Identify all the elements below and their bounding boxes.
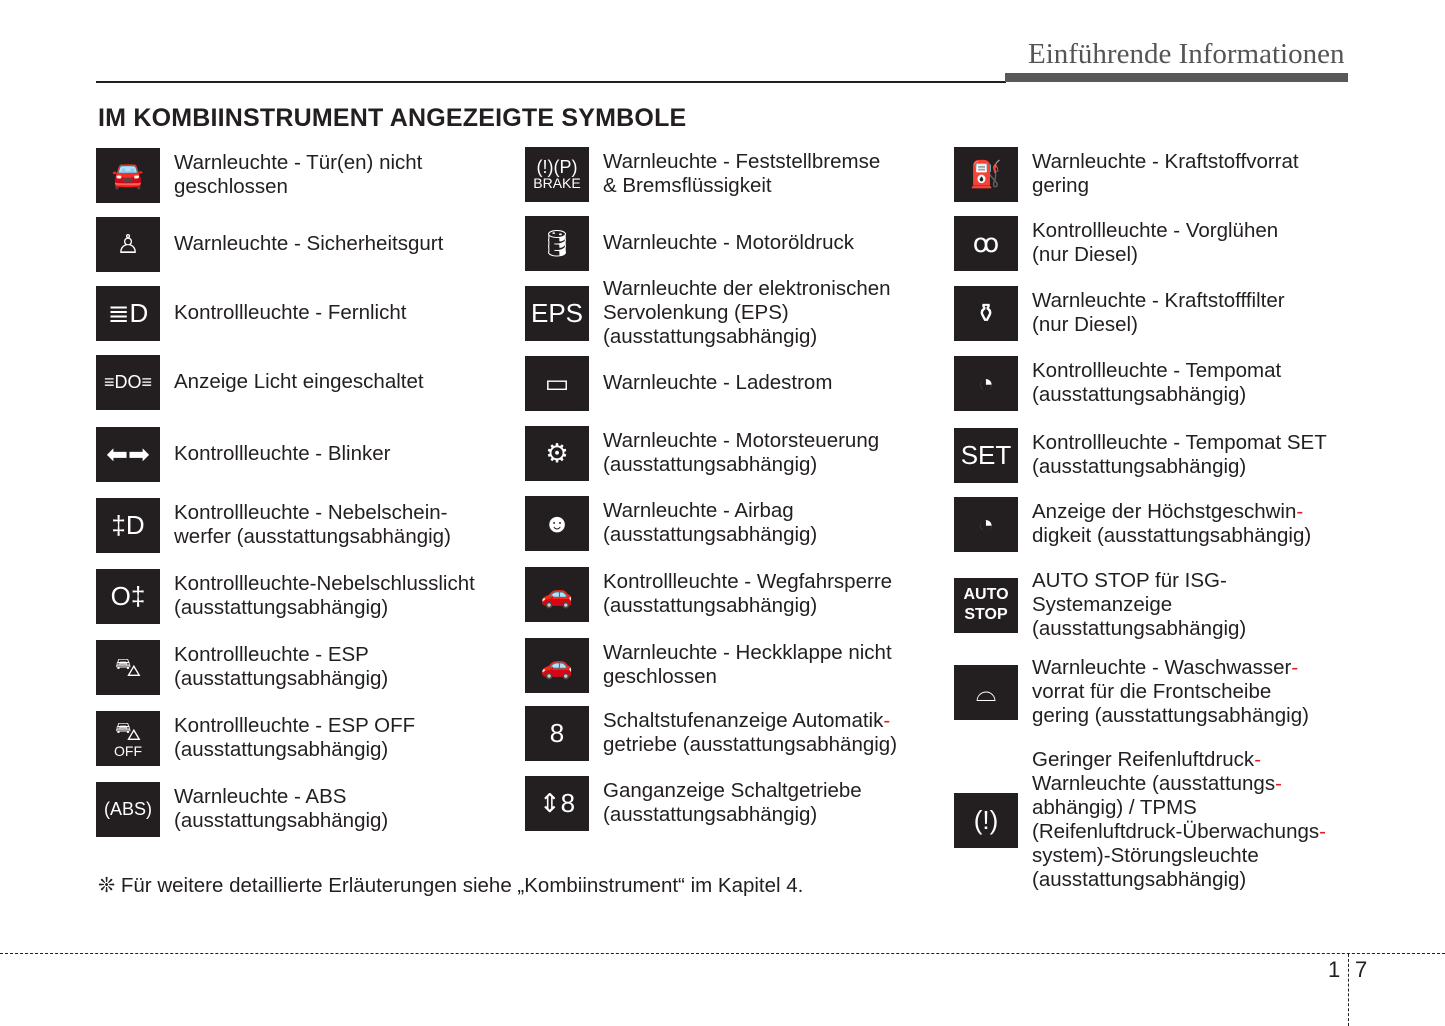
description-line: (ausstattungsabhängig)	[603, 803, 818, 826]
symbol-description	[174, 442, 391, 466]
symbol-description	[603, 150, 880, 198]
description-line: Ganganzeige Schaltgetriebe	[603, 779, 862, 802]
description-line: Kontrollleuchte - Fernlicht	[174, 301, 407, 324]
icon-glyph: (!)(P)	[536, 157, 578, 177]
symbol-description	[1032, 219, 1278, 267]
symbol-row	[96, 568, 475, 624]
description-line: (ausstattungsabhängig)	[1032, 455, 1247, 478]
symbol-description	[603, 429, 879, 477]
chapter-number: 1	[1328, 957, 1341, 982]
description-line: Kontrollleuchte - Vorglühen	[1032, 219, 1279, 242]
rear-fog-icon	[96, 569, 160, 624]
icon-glyph: (ABS)	[103, 799, 152, 819]
icon-glyph: ⛍	[114, 652, 142, 682]
description-line: (ausstattungsabhängig)	[1032, 617, 1247, 640]
shift-indicator-icon	[525, 776, 589, 831]
glow-plug-icon	[954, 216, 1018, 271]
symbol-description	[174, 501, 451, 549]
description-line: Kontrollleuchte - Blinker	[174, 442, 391, 465]
symbol-row	[525, 566, 892, 622]
symbol-description	[174, 785, 388, 833]
symbol-row	[96, 497, 451, 553]
description-line: Warnleuchte - Kraftstofffilter	[1032, 289, 1285, 312]
cruise-icon	[954, 356, 1018, 411]
description-line: Kontrollleuchte - Nebelschein-	[174, 501, 448, 524]
description-line: Anzeige Licht eingeschaltet	[174, 370, 424, 393]
description-line: (ausstattungsabhängig)	[603, 594, 818, 617]
symbol-row	[525, 215, 854, 271]
description-line: Warnleuchte - Airbag	[603, 499, 794, 522]
symbol-row	[525, 146, 880, 202]
description-line: geschlossen	[603, 665, 717, 688]
oil-pressure-icon	[525, 216, 589, 271]
symbol-description	[1032, 431, 1327, 479]
symbol-row	[954, 748, 1326, 891]
description-line: gering (ausstattungsabhängig)	[1032, 704, 1309, 727]
description-line: AUTO STOP für ISG-	[1032, 569, 1227, 592]
icon-glyph: ⌓	[975, 677, 997, 707]
immobilizer-icon	[525, 567, 589, 622]
description-line: Warnleuchte - Motoröldruck	[603, 231, 855, 254]
description-line: werfer (ausstattungsabhängig)	[174, 525, 451, 548]
symbol-description	[1032, 569, 1246, 641]
description-line: (ausstattungsabhängig)	[174, 738, 389, 761]
gear-position-icon	[525, 706, 589, 761]
esp-off-icon	[96, 711, 160, 766]
symbol-row	[96, 147, 422, 203]
symbol-row	[525, 705, 897, 761]
symbol-row	[954, 496, 1311, 552]
symbol-description	[603, 570, 892, 618]
icon-glyph: ≣D	[107, 298, 149, 328]
eps-icon	[525, 286, 589, 341]
icon-glyph: ꝏ	[972, 228, 1000, 258]
description-line: (ausstattungsabhängig)	[174, 667, 389, 690]
high-beam-icon	[96, 286, 160, 341]
symbol-row	[525, 425, 879, 481]
symbol-row	[525, 277, 891, 348]
description-line: Warnleuchte - Heckklappe nicht	[603, 641, 892, 664]
icon-label: BRAKE	[533, 175, 581, 191]
symbol-description	[603, 231, 854, 255]
symbol-row	[96, 285, 406, 341]
header-rule	[96, 81, 1006, 83]
symbol-description	[1032, 359, 1281, 407]
icon-label: EPS	[530, 298, 584, 328]
header-title: Einführende Informationen	[1028, 38, 1345, 70]
symbol-description	[603, 641, 892, 689]
icon-glyph: ⚙	[545, 438, 569, 468]
description-line: Kontrollleuchte-Nebelschlusslicht	[174, 572, 475, 595]
symbol-row	[96, 781, 388, 837]
footer-divider	[0, 953, 1445, 954]
icon-glyph: 🚗	[540, 579, 574, 609]
description-line: (nur Diesel)	[1032, 243, 1138, 266]
icon-glyph: 🚘	[111, 160, 145, 190]
symbol-row	[96, 426, 391, 482]
symbol-row	[954, 569, 1247, 640]
description-line: system)-Störungsleuchte	[1032, 844, 1259, 867]
description-line: (ausstattungsabhängig)	[603, 523, 818, 546]
description-line: Warnleuchte - Waschwasser-	[1032, 656, 1299, 679]
door-open-icon	[96, 148, 160, 203]
battery-icon	[525, 356, 589, 411]
symbol-row	[954, 285, 1285, 341]
description-line: (Reifenluftdruck-Überwachungs-	[1032, 820, 1326, 843]
lights-on-icon	[96, 355, 160, 410]
seatbelt-icon	[96, 217, 160, 272]
description-line: Warnleuchte - Sicherheitsgurt	[174, 232, 444, 255]
section-title: IM KOMBIINSTRUMENT ANGEZEIGTE SYMBOLE	[98, 104, 687, 132]
page-number-divider	[1348, 954, 1349, 1026]
symbol-row	[525, 775, 862, 831]
symbol-description	[174, 572, 475, 620]
symbol-description	[603, 709, 897, 757]
description-line: Warnleuchte (ausstattungs-	[1032, 772, 1282, 795]
icon-label: AUTO STOP	[963, 586, 1009, 623]
description-line: (ausstattungsabhängig)	[174, 809, 389, 832]
symbol-description	[1032, 150, 1299, 198]
description-line: Geringer Reifenluftdruck-	[1032, 748, 1262, 771]
esp-icon	[96, 640, 160, 695]
symbol-description	[603, 499, 817, 547]
description-line: geschlossen	[174, 175, 288, 198]
washer-fluid-icon	[954, 665, 1018, 720]
icon-glyph: ⬅➡	[106, 439, 150, 469]
description-line: digkeit (ausstattungsabhängig)	[1032, 524, 1312, 547]
airbag-icon	[525, 496, 589, 551]
description-line: (ausstattungsabhängig)	[1032, 383, 1247, 406]
tpms-icon	[954, 793, 1018, 848]
engine-icon	[525, 426, 589, 481]
symbol-row	[954, 427, 1327, 483]
speed-limit-icon	[954, 497, 1018, 552]
turn-signal-icon	[96, 427, 160, 482]
description-line: (ausstattungsabhängig)	[174, 596, 389, 619]
footnote: ❊ Für weitere detaillierte Erläuterungen siehe „Kombiinstrument“ im Kapitel 4.	[98, 874, 804, 897]
symbol-row	[96, 639, 388, 695]
description-line: (ausstattungsabhängig)	[603, 453, 818, 476]
icon-glyph: ⚱	[975, 298, 997, 328]
symbol-row	[954, 146, 1299, 202]
header-bar	[1005, 73, 1348, 82]
trunk-open-icon	[525, 638, 589, 693]
icon-glyph: ⛍	[114, 716, 142, 746]
description-line: Warnleuchte der elektronischen	[603, 277, 891, 300]
icon-glyph: 8	[549, 718, 565, 748]
symbol-description	[174, 301, 406, 325]
fuel-icon	[954, 147, 1018, 202]
symbol-description	[1032, 289, 1285, 337]
icon-glyph: 🚗	[540, 650, 574, 680]
description-line: abhängig) / TPMS	[1032, 796, 1197, 819]
description-line: (ausstattungsabhängig)	[603, 325, 818, 348]
symbol-description	[174, 232, 443, 256]
description-line: Kontrollleuchte - Tempomat	[1032, 359, 1282, 382]
symbol-description	[603, 277, 891, 349]
description-line: (nur Diesel)	[1032, 313, 1138, 336]
description-line: Warnleuchte - Ladestrom	[603, 371, 833, 394]
description-line: Warnleuchte - Tür(en) nicht	[174, 151, 423, 174]
abs-icon	[96, 782, 160, 837]
icon-glyph: ◔	[978, 368, 994, 398]
description-line: Kontrollleuchte - ESP	[174, 643, 369, 666]
symbol-row	[525, 355, 832, 411]
description-line: Kontrollleuchte - Wegfahrsperre	[603, 570, 893, 593]
symbol-description	[174, 714, 415, 762]
symbol-description	[174, 370, 424, 394]
icon-label: SET	[960, 440, 1012, 470]
symbol-row	[954, 656, 1309, 727]
symbol-description	[174, 151, 422, 199]
icon-glyph: ◔	[978, 509, 994, 539]
icon-glyph: ♙	[116, 229, 140, 259]
icon-label: OFF	[114, 743, 142, 759]
symbol-row	[525, 637, 892, 693]
description-line: Warnleuchte - Kraftstoffvorrat	[1032, 150, 1299, 173]
icon-glyph: ≡DO≡	[103, 372, 152, 392]
description-line: (ausstattungsabhängig)	[1032, 868, 1247, 891]
description-line: vorrat für die Frontscheibe	[1032, 680, 1272, 703]
description-line: Anzeige der Höchstgeschwin-	[1032, 500, 1304, 523]
symbol-row	[96, 710, 415, 766]
symbol-row	[96, 216, 443, 272]
icon-glyph: (!)	[973, 805, 999, 835]
icon-glyph: ▭	[544, 368, 570, 398]
front-fog-icon	[96, 498, 160, 553]
auto-stop-icon	[954, 578, 1018, 633]
description-line: Systemanzeige	[1032, 593, 1173, 616]
description-line: gering	[1032, 174, 1089, 197]
description-line: Kontrollleuchte - Tempomat SET	[1032, 431, 1327, 454]
symbol-description	[174, 643, 388, 691]
icon-glyph: ☻	[543, 508, 571, 538]
description-line: Warnleuchte - Feststellbremse	[603, 150, 881, 173]
description-line: Warnleuchte - Motorsteuerung	[603, 429, 880, 452]
fuel-filter-icon	[954, 286, 1018, 341]
page-number: 7	[1355, 957, 1368, 982]
description-line: getriebe (ausstattungsabhängig)	[603, 733, 898, 756]
icon-glyph: ‡D	[111, 510, 145, 540]
icon-glyph: ⛽	[969, 159, 1003, 189]
cruise-set-icon	[954, 428, 1018, 483]
symbol-description	[1032, 656, 1309, 728]
icon-glyph: 🛢	[540, 228, 574, 258]
description-line: & Bremsflüssigkeit	[603, 174, 772, 197]
description-line: Schaltstufenanzeige Automatik-	[603, 709, 891, 732]
symbol-row	[525, 495, 817, 551]
symbol-row	[96, 354, 424, 410]
description-line: Warnleuchte - ABS	[174, 785, 347, 808]
description-line: Servolenkung (EPS)	[603, 301, 789, 324]
symbol-description	[1032, 748, 1326, 892]
symbol-description	[603, 371, 832, 395]
symbol-row	[954, 355, 1281, 411]
icon-glyph: ⇕8	[538, 788, 576, 818]
symbol-description	[1032, 500, 1311, 548]
description-line: Kontrollleuchte - ESP OFF	[174, 714, 416, 737]
brake-icon	[525, 147, 589, 202]
symbol-description	[603, 779, 862, 827]
symbol-row	[954, 215, 1278, 271]
icon-glyph: O‡	[110, 581, 146, 611]
